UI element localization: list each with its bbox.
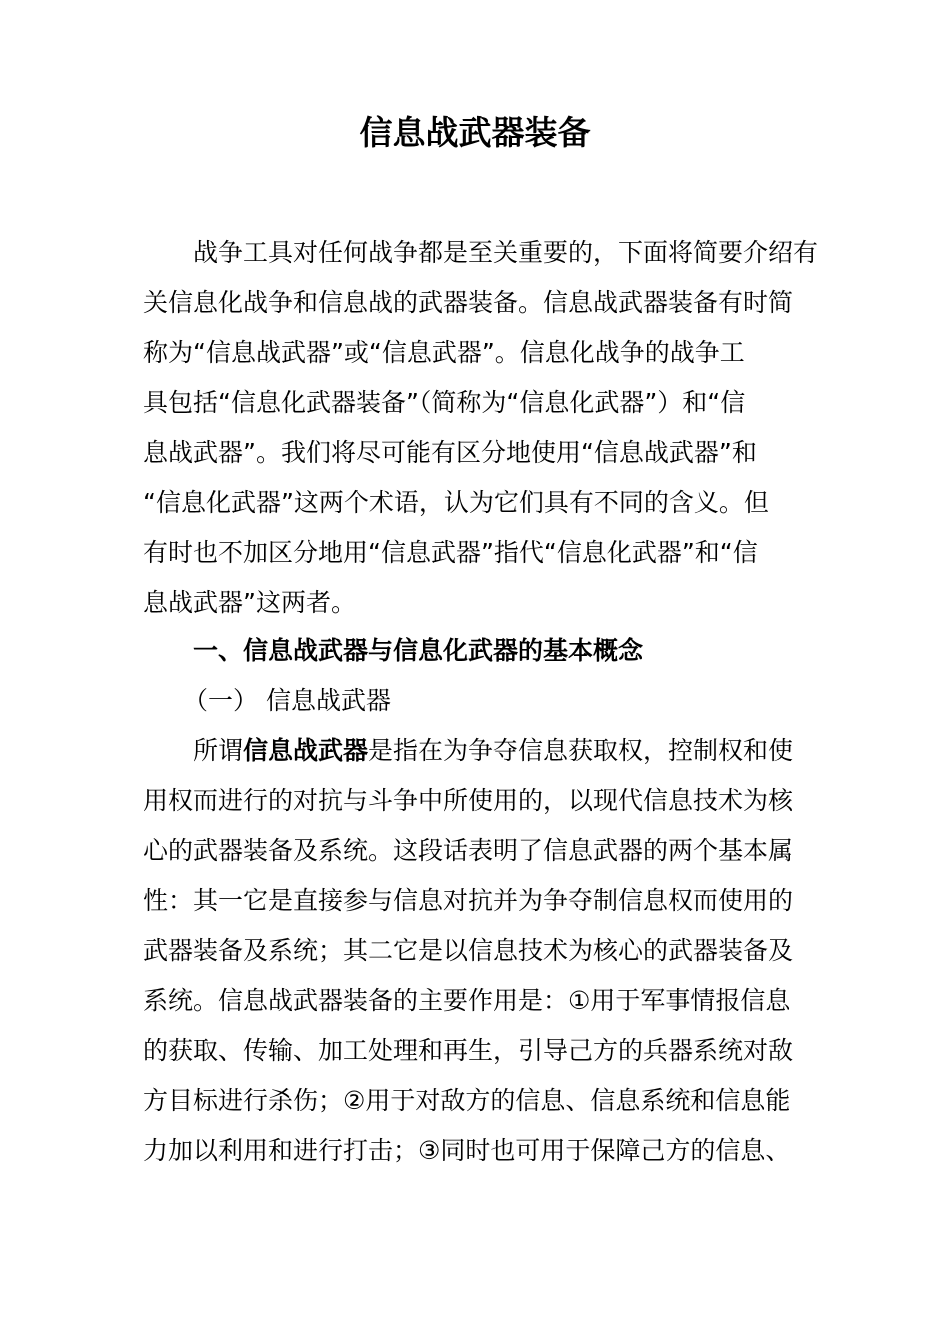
intro-line: 称为“信息战武器”或“信息武器”。信息化战争的战争工 (143, 338, 745, 367)
definition-term: 信息战武器 (243, 736, 369, 765)
intro-line: 战争工具对任何战争都是至关重要的，下面将简要介绍有 (193, 238, 819, 267)
body-line: 性：其一它是直接参与信息对抗并为争夺制信息权而使用的 (143, 886, 794, 915)
body-line: 力加以利用和进行打击；③同时也可用于保障己方的信息、 (143, 1136, 791, 1165)
intro-line: 关信息化战争和信息战的武器装备。信息战武器装备有时简 (143, 288, 794, 317)
intro-line: 具包括“信息化武器装备”（简称为“信息化武器”）和“信 (143, 388, 746, 417)
section-heading: 一、信息战武器与信息化武器的基本概念 (193, 636, 644, 665)
definition-prefix: 所谓 (193, 736, 244, 765)
body-line: 用权而进行的对抗与斗争中所使用的，以现代信息技术为核 (143, 786, 794, 815)
intro-line: 息战武器”这两者。 (143, 588, 356, 617)
body-line: 心的武器装备及系统。这段话表明了信息武器的两个基本属 (143, 836, 794, 865)
body-line: 武器装备及系统；其二它是以信息技术为核心的武器装备及 (143, 936, 794, 965)
body-line: 的获取、传输、加工处理和再生，引导己方的兵器系统对敌 (143, 1036, 794, 1065)
intro-line: 有时也不加区分地用“信息武器”指代“信息化武器”和“信 (143, 538, 758, 567)
definition-line (193, 731, 893, 771)
body-line: 方目标进行杀伤；②用于对敌方的信息、信息系统和信息能 (143, 1086, 791, 1115)
subsection-heading: （一） 信息战武器 (183, 686, 391, 715)
body-line: 系统。信息战武器装备的主要作用是：①用于军事情报信息 (143, 986, 791, 1015)
intro-line: “信息化武器”这两个术语，认为它们具有不同的含义。但 (143, 488, 769, 517)
page-title: 信息战武器装备 (359, 113, 591, 152)
definition-suffix: 是指在为争夺信息获取权，控制权和使 (368, 736, 794, 765)
intro-line: 息战武器”。我们将尽可能有区分地使用“信息战武器”和 (143, 438, 757, 467)
